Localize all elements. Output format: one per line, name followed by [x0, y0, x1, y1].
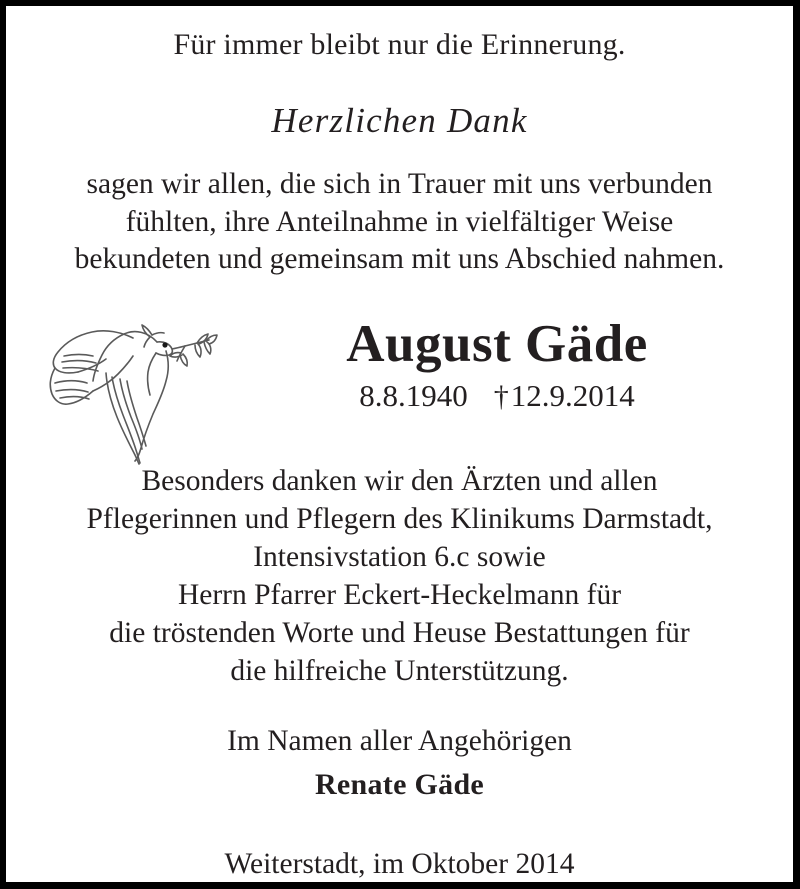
thanks-body-line: sagen wir allen, die sich in Trauer mit uns verbunden — [86, 167, 713, 200]
thanks-headline: Herzlichen Dank — [271, 101, 528, 140]
notice-content — [6, 6, 793, 882]
deceased-name: August Gäde — [346, 315, 648, 373]
thanks-body-line: bekundeten und gemeinsam mit uns Abschied nahmen. — [74, 243, 725, 276]
place-and-date: Weiterstadt, im Oktober 2014 — [224, 847, 575, 880]
signature-block — [227, 724, 572, 802]
birth-date: 8.8.1940 — [359, 377, 468, 413]
dagger-icon: † — [493, 379, 509, 413]
special-thanks-line: Herrn Pfarrer Eckert-Heckelmann für — [177, 579, 622, 612]
death-date: 12.9.2014 — [510, 377, 635, 413]
special-thanks-line: Pflegerinnen und Pflegern des Klinikums Darmstadt, — [86, 502, 713, 535]
signature-name: Renate Gäde — [314, 767, 485, 801]
special-thanks-line: Besonders danken wir den Ärzten und allen — [141, 464, 658, 497]
deceased-name-block — [6, 307, 793, 444]
memorial-motto: Für immer bleibt nur die Erinnerung. — [173, 28, 626, 61]
thanks-body-paragraph — [75, 166, 725, 279]
special-thanks-paragraph — [87, 462, 713, 690]
special-thanks-line: Intensivstation 6.c sowie — [253, 541, 546, 574]
special-thanks-line: die tröstenden Worte und Heuse Bestattungen für — [109, 617, 690, 650]
dove-with-olive-branch-icon — [36, 307, 221, 467]
signature-intro: Im Namen aller Angehörigen — [227, 725, 572, 758]
deceased-name-stack — [211, 317, 783, 413]
special-thanks-line: die hilfreiche Unterstützung. — [230, 655, 569, 688]
thanks-body-line: fühlten, ihre Anteilnahme in vielfältiger Weise — [125, 205, 674, 238]
life-dates — [211, 379, 783, 413]
